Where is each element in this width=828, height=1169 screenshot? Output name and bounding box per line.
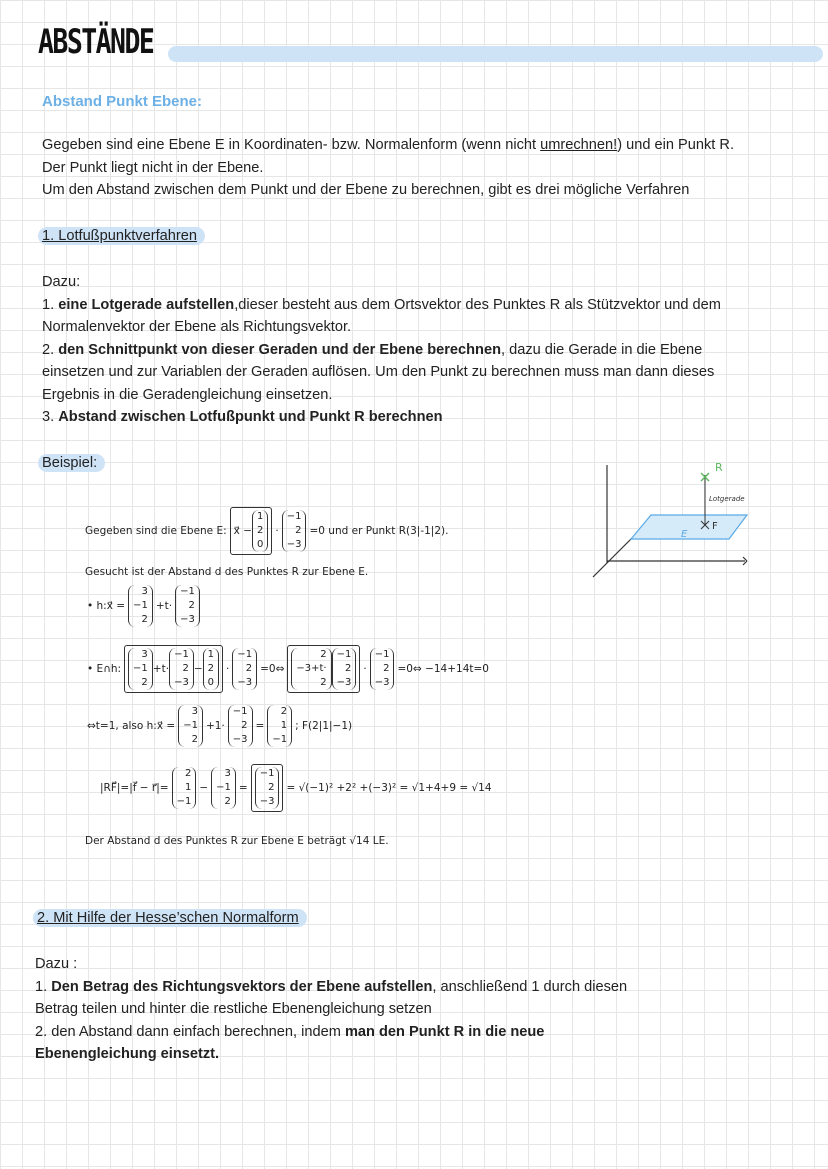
example-label-text: Beispiel: bbox=[38, 454, 105, 472]
vec-entry: 1 bbox=[280, 720, 288, 731]
vec-entry: 2 bbox=[188, 600, 195, 611]
method2-steps bbox=[35, 953, 805, 1066]
step-text: ,dieser besteht aus dem Ortsvektor des Punktes R als Stützvektor und dem bbox=[234, 296, 721, 313]
vec-entry: 2 bbox=[344, 663, 352, 674]
step-text: , anschließend 1 durch diesen bbox=[432, 978, 628, 995]
vec-entry: 1 bbox=[257, 511, 264, 522]
vec-entry: 2 bbox=[257, 525, 264, 536]
vec-entry: 2 bbox=[224, 796, 231, 807]
method1-heading bbox=[38, 227, 205, 245]
vec-entry: 0 bbox=[257, 539, 264, 550]
vec-entry: 1 bbox=[207, 649, 214, 660]
vec-entry: 3 bbox=[224, 768, 231, 779]
vector-n bbox=[228, 705, 253, 747]
vector-r bbox=[178, 705, 203, 747]
vector-n bbox=[175, 585, 200, 627]
step-bold: den Schnittpunkt von dieser Geraden und der Ebene berechnen bbox=[58, 341, 501, 358]
math-text: +1· bbox=[205, 720, 225, 732]
step-number: 1. bbox=[42, 296, 59, 313]
method1-steps bbox=[42, 271, 812, 429]
step-text: , dazu die Gerade in die Ebene bbox=[501, 341, 703, 358]
vector-p bbox=[203, 648, 219, 690]
vec-entry: −3 bbox=[259, 796, 275, 807]
math-text: = √(−1)² +2² +(−3)² = √1+4+9 = √14 bbox=[286, 782, 492, 794]
h-line bbox=[87, 585, 200, 627]
intersection-line bbox=[87, 645, 489, 693]
method2-heading bbox=[33, 909, 307, 927]
vector-n bbox=[232, 648, 257, 690]
vec-entry: 2 bbox=[320, 649, 327, 660]
vec-entry: −1 bbox=[336, 649, 352, 660]
vec-entry: −1 bbox=[180, 586, 195, 597]
plane-sketch bbox=[585, 455, 750, 580]
step-text: einsetzen und zur Variablen der Geraden auflösen. Um den Punkt zu berechnen muss man dann dieses bbox=[42, 364, 715, 380]
math-text: = bbox=[238, 782, 248, 794]
vector-n bbox=[282, 510, 307, 552]
math-text: Gegeben sind die Ebene E: bbox=[85, 525, 227, 537]
foot-label: F bbox=[712, 521, 718, 532]
vec-entry: 2 bbox=[383, 663, 390, 674]
math-text: · bbox=[363, 663, 367, 675]
sought-line: Gesucht ist der Abstand d des Punktes R zur Ebene E. bbox=[85, 566, 369, 578]
sketch-axis bbox=[593, 537, 633, 577]
intro-text: Gegeben sind eine Ebene E in Koordinaten- bzw. Normalenform (wenn nicht bbox=[42, 137, 541, 153]
vec-entry: −1 bbox=[174, 649, 189, 660]
vec-entry: 1 bbox=[184, 782, 192, 793]
math-text: ⇔t=1, also h:x⃗ = bbox=[87, 720, 176, 732]
vector-n bbox=[169, 648, 194, 690]
math-text: =0⇔ −14+14t=0 bbox=[397, 663, 489, 675]
example-label bbox=[38, 454, 105, 472]
bracket-group bbox=[124, 645, 223, 693]
math-text: =0 und er Punkt R(3|-1|2). bbox=[309, 525, 449, 537]
step-bold: Abstand zwischen Lotfußpunkt und Punkt R berechnen bbox=[58, 409, 443, 425]
page-title: ABSTÄNDE bbox=[38, 22, 154, 62]
vec-entry: −1 bbox=[237, 649, 253, 660]
intro-underlined: umrechnen! bbox=[540, 137, 618, 153]
method1-heading-text: 1. Lotfußpunktverfahren bbox=[42, 228, 197, 244]
vector-n bbox=[370, 648, 395, 690]
math-text: = bbox=[255, 720, 265, 732]
math-text: x⃗ − bbox=[233, 525, 253, 537]
vec-entry: −1 bbox=[286, 511, 302, 522]
bracket-group bbox=[251, 764, 284, 812]
step-text: Normalenvektor der Ebene als Richtungsvektor. bbox=[42, 319, 352, 335]
vec-entry: −1 bbox=[216, 782, 231, 793]
vec-entry: −1 bbox=[133, 663, 148, 674]
vector-diff bbox=[255, 767, 280, 809]
step-text: Ergebnis in die Geradengleichung einsetzen. bbox=[42, 386, 333, 403]
math-text: +t· bbox=[152, 663, 170, 675]
math-text: • h:x⃗ = bbox=[87, 600, 126, 612]
math-text: |RF⃗|=|f⃗ − r⃗|= bbox=[100, 782, 169, 794]
bracket-group bbox=[287, 645, 360, 693]
math-text: +t· bbox=[155, 600, 173, 612]
lot-label: Lotgerade bbox=[709, 495, 745, 503]
vec-entry: −1 bbox=[133, 600, 148, 611]
vec-entry: −3 bbox=[374, 677, 390, 688]
vector-inner bbox=[291, 648, 331, 690]
vec-entry: −3 bbox=[286, 539, 302, 550]
step-number: 3. bbox=[42, 409, 59, 425]
vector-f bbox=[267, 705, 292, 747]
vec-entry: 2 bbox=[141, 614, 148, 625]
step-bold: man den Punkt R in die neue bbox=[344, 1023, 545, 1040]
section-heading: Abstand Punkt Ebene: bbox=[42, 93, 203, 110]
math-text: =0⇔ bbox=[260, 663, 285, 675]
vec-entry: 2 bbox=[182, 663, 189, 674]
vec-entry: −3 bbox=[232, 734, 248, 745]
dazu-label: Dazu : bbox=[35, 956, 78, 972]
intro-text: Der Punkt liegt nicht in der Ebene. bbox=[42, 159, 264, 176]
math-text: ; F(2|1|−1) bbox=[295, 720, 353, 732]
vec-entry: −3 bbox=[237, 677, 253, 688]
point-r-label: R bbox=[715, 461, 723, 474]
vec-entry: −3 bbox=[174, 677, 189, 688]
vec-entry: 2 bbox=[280, 706, 288, 717]
plane-label: E bbox=[681, 529, 688, 540]
intro-text: Um den Abstand zwischen dem Punkt und der Ebene zu berechnen, gibt es drei mögliche Verfahren bbox=[42, 182, 690, 198]
vec-entry: 0 bbox=[207, 677, 214, 688]
vec-entry: 2 bbox=[191, 734, 198, 745]
vector-p bbox=[252, 510, 268, 552]
vec-entry: 2 bbox=[141, 677, 148, 688]
math-text: · bbox=[275, 525, 279, 537]
vector-r bbox=[211, 767, 236, 809]
vec-entry: −1 bbox=[232, 706, 248, 717]
vec-entry: −3+t· bbox=[296, 663, 327, 674]
intro-text: ) und ein Punkt R. bbox=[617, 137, 735, 153]
bracket-group bbox=[230, 507, 273, 555]
vec-entry: −1 bbox=[272, 734, 288, 745]
vec-entry: 2 bbox=[268, 782, 275, 793]
conclusion-line: Der Abstand d des Punktes R zur Ebene E beträgt √14 LE. bbox=[85, 835, 389, 847]
vec-entry: −1 bbox=[374, 649, 390, 660]
vec-entry: 2 bbox=[184, 768, 192, 779]
vec-entry: 2 bbox=[207, 663, 214, 674]
sketch-plane bbox=[631, 515, 747, 539]
vec-entry: 2 bbox=[245, 663, 253, 674]
dazu-label: Dazu: bbox=[42, 274, 81, 290]
vec-entry: −1 bbox=[176, 796, 192, 807]
step-text: Betrag teilen und hinter die restliche Ebenengleichung setzen bbox=[35, 1001, 432, 1017]
vec-entry: −1 bbox=[183, 720, 198, 731]
vector-n bbox=[332, 648, 357, 690]
step-number: 1. bbox=[35, 978, 52, 995]
vector-r bbox=[128, 585, 153, 627]
vec-entry: 3 bbox=[191, 706, 198, 717]
math-text: − bbox=[199, 782, 209, 794]
intro-paragraph bbox=[42, 134, 812, 202]
math-text: − bbox=[193, 663, 203, 675]
step-text: 2. den Abstand dann einfach berechnen, indem bbox=[35, 1023, 345, 1040]
step-bold: Ebenengleichung einsetzt. bbox=[35, 1046, 220, 1062]
distance-line bbox=[100, 764, 492, 812]
vector-r bbox=[128, 648, 153, 690]
vector-f bbox=[172, 767, 197, 809]
step-bold: eine Lotgerade aufstellen bbox=[58, 296, 235, 313]
math-text: • E∩h: bbox=[87, 663, 122, 675]
vec-entry: −3 bbox=[336, 677, 352, 688]
vec-entry: 3 bbox=[141, 586, 148, 597]
given-line bbox=[85, 507, 448, 555]
step-bold: Den Betrag des Richtungsvektors der Ebene aufstellen bbox=[51, 978, 433, 995]
vec-entry: −3 bbox=[180, 614, 195, 625]
vec-entry: 2 bbox=[320, 677, 327, 688]
step-number: 2. bbox=[42, 341, 59, 358]
vec-entry: 2 bbox=[295, 525, 302, 536]
title-underline-bar bbox=[168, 46, 823, 62]
vec-entry: −1 bbox=[259, 768, 275, 779]
t-solution-line bbox=[87, 705, 352, 747]
method2-heading-text: 2. Mit Hilfe der Hesse’schen Normalform bbox=[37, 910, 299, 926]
vec-entry: 3 bbox=[141, 649, 148, 660]
vec-entry: 2 bbox=[241, 720, 248, 731]
math-text: · bbox=[226, 663, 230, 675]
